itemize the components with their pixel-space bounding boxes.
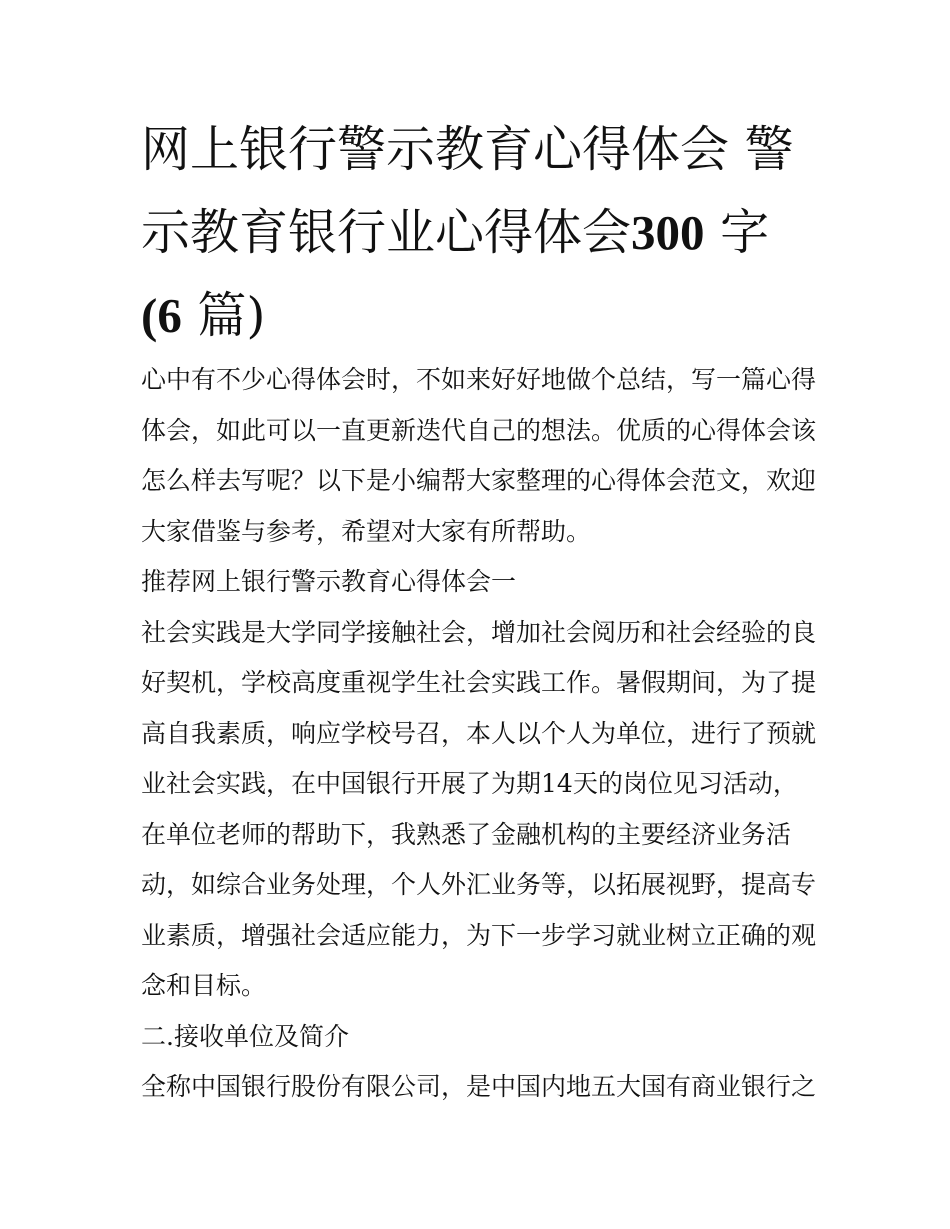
- body-line: 怎么样去写呢？以下是小编帮大家整理的心得体会范文，欢迎: [141, 466, 817, 495]
- title-line-2: [141, 191, 821, 274]
- title-line-2-suffix: 字: [720, 204, 770, 261]
- body-line: 在单位老师的帮助下，我熟悉了金融机构的主要经济业务活: [141, 819, 792, 849]
- document-body: [141, 355, 821, 1113]
- section-heading: 推荐网上银行警示教育心得体会一: [141, 567, 517, 596]
- title-line-1: 网上银行警示教育心得体会 警: [141, 121, 794, 178]
- title-number: 300: [631, 205, 705, 260]
- body-line: 动，如综合业务处理，个人外汇业务等，以拓展视野，提高专: [141, 870, 817, 899]
- body-line: 业社会实践，在中国银行开展了为期14天的岗位见习活动，: [141, 769, 798, 798]
- body-line: 高自我素质，响应学校号召，本人以个人为单位，进行了预就: [141, 718, 817, 748]
- body-line: 心中有不少心得体会时，不如来好好地做个总结，写一篇心得: [141, 365, 817, 394]
- document-title: [141, 108, 821, 357]
- body-line: 念和目标。: [141, 971, 267, 1000]
- body-line: 社会实践是大学同学接触社会，增加社会阅历和社会经验的良: [141, 617, 817, 647]
- title-line-3: [141, 274, 821, 357]
- body-line: 业素质，增强社会适应能力，为下一步学习就业树立正确的观: [141, 920, 817, 950]
- body-line: 好契机，学校高度重视学生社会实践工作。暑假期间，为了提: [141, 668, 817, 697]
- body-line: 体会，如此可以一直更新迭代自己的想法。优质的心得体会该: [141, 415, 817, 445]
- section-heading: 二.接收单位及简介: [141, 1021, 349, 1051]
- title-line-2-text: 示教育银行业心得体会: [141, 204, 632, 261]
- body-line: 大家借鉴与参考，希望对大家有所帮助。: [141, 516, 592, 546]
- title-count: (6: [141, 288, 182, 343]
- body-line: 全称中国银行股份有限公司，是中国内地五大国有商业银行之: [141, 1072, 817, 1101]
- title-line-3-suffix: 篇): [197, 287, 266, 344]
